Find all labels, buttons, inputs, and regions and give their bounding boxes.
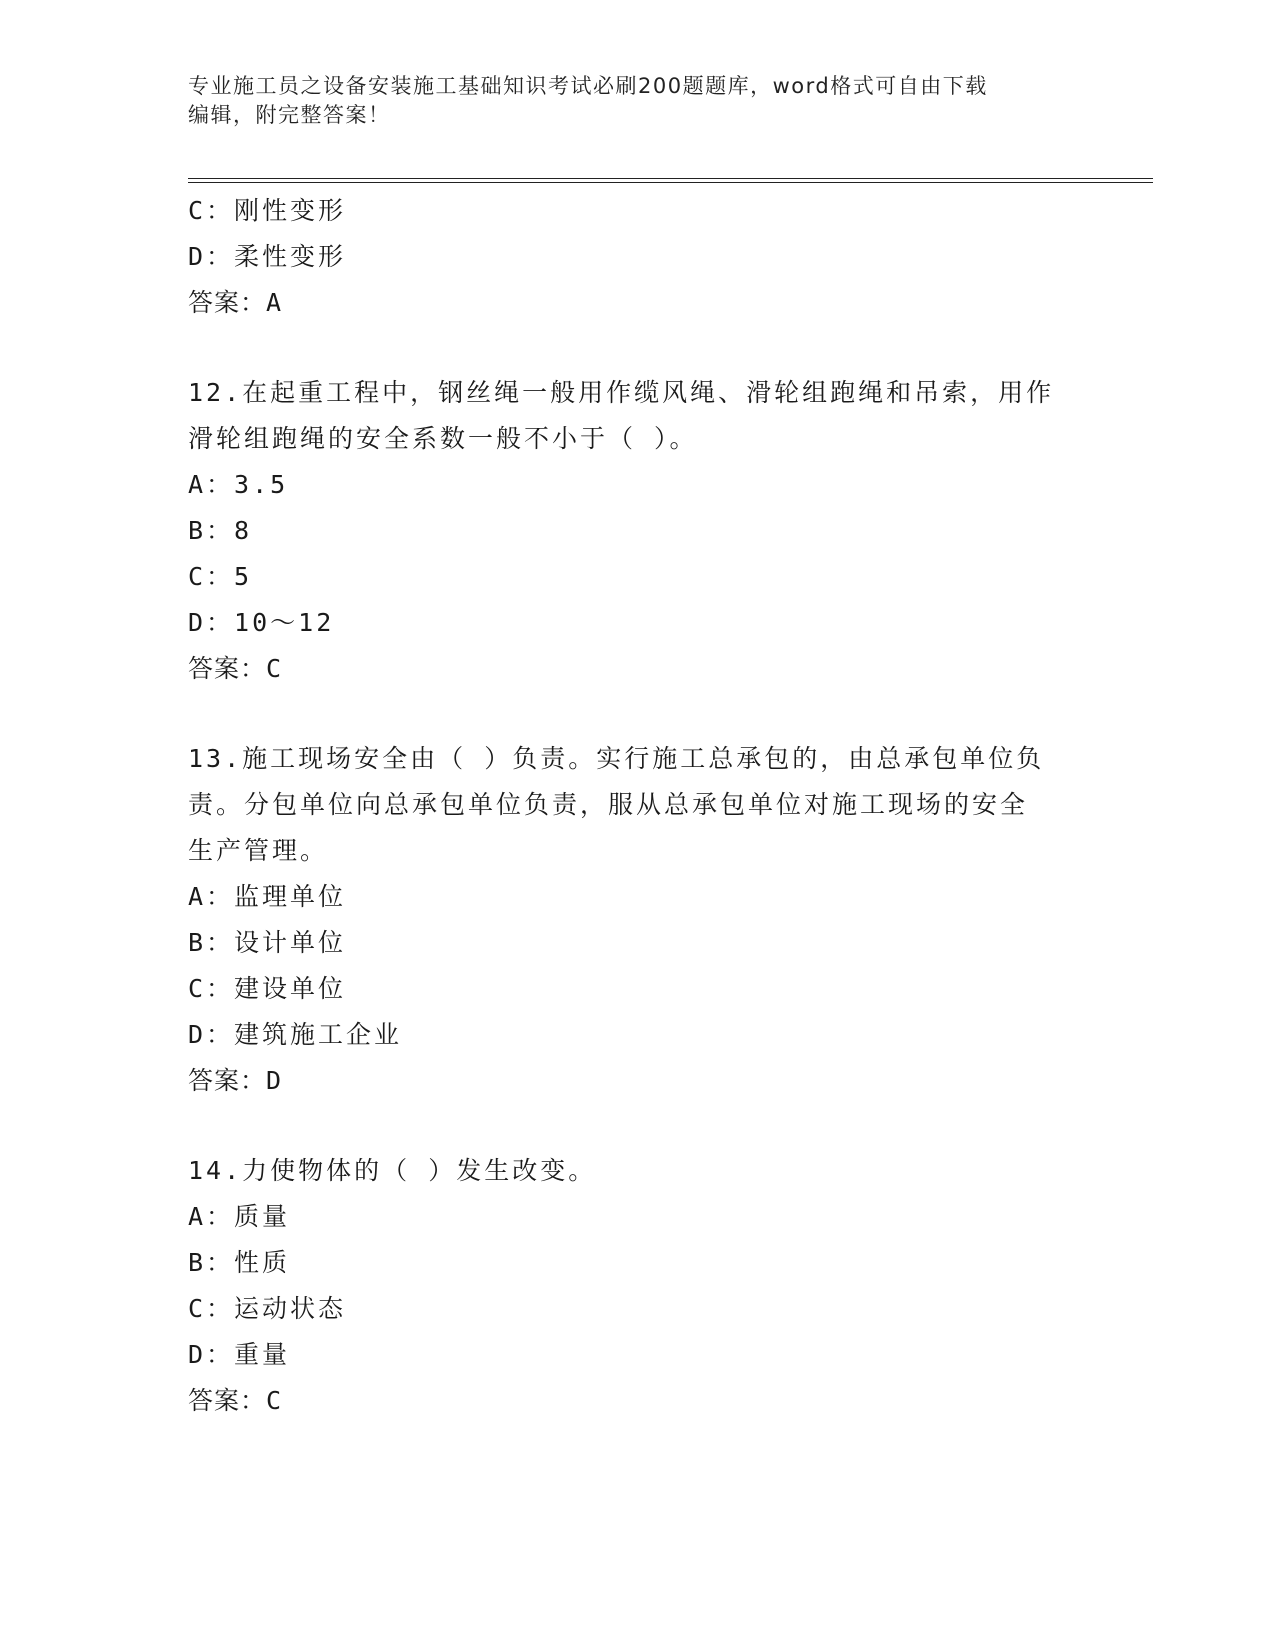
- header-title-line-2: 编辑，附完整答案！: [188, 103, 391, 127]
- option-c: C：建设单位: [188, 974, 347, 1003]
- option-d: D：重量: [188, 1340, 291, 1369]
- question-stem-line: 生产管理。: [188, 836, 329, 865]
- option-b: B：设计单位: [188, 928, 347, 957]
- header-title-line-1: 专业施工员之设备安装施工基础知识考试必刷200题题库，word格式可自由下载: [188, 74, 988, 98]
- question-12: [188, 370, 1088, 692]
- option-c: C：刚性变形: [188, 196, 347, 225]
- option-d: D：10～12: [188, 608, 335, 637]
- question-11-tail: [188, 188, 1088, 326]
- option-b: B：8: [188, 516, 253, 545]
- option-d: D：建筑施工企业: [188, 1020, 403, 1049]
- document-header: [188, 72, 1088, 130]
- option-b: B：性质: [188, 1248, 291, 1277]
- answer: 答案：D: [188, 1066, 283, 1095]
- option-c: C：运动状态: [188, 1294, 347, 1323]
- question-stem-line: 12.在起重工程中，钢丝绳一般用作缆风绳、滑轮组跑绳和吊索，用作: [188, 378, 1055, 407]
- answer: 答案：A: [188, 288, 283, 317]
- answer: 答案：C: [188, 1386, 283, 1415]
- question-stem-line: 14.力使物体的（ ）发生改变。: [188, 1156, 597, 1185]
- option-a: A：3.5: [188, 470, 289, 499]
- question-list: [188, 188, 1088, 1424]
- question-stem-line: 13.施工现场安全由（ ）负责。实行施工总承包的，由总承包单位负: [188, 744, 1045, 773]
- question-14: [188, 1148, 1088, 1424]
- option-a: A：质量: [188, 1202, 291, 1231]
- question-stem-line: 责。分包单位向总承包单位负责，服从总承包单位对施工现场的安全: [188, 790, 1029, 819]
- option-c: C：5: [188, 562, 253, 591]
- answer: 答案：C: [188, 654, 283, 683]
- option-d: D：柔性变形: [188, 242, 347, 271]
- option-a: A：监理单位: [188, 882, 347, 911]
- question-stem-line: 滑轮组跑绳的安全系数一般不小于（ ）。: [188, 424, 698, 453]
- header-divider-bottom: [188, 182, 1153, 183]
- header-divider-top: [188, 178, 1153, 179]
- question-13: [188, 736, 1088, 1104]
